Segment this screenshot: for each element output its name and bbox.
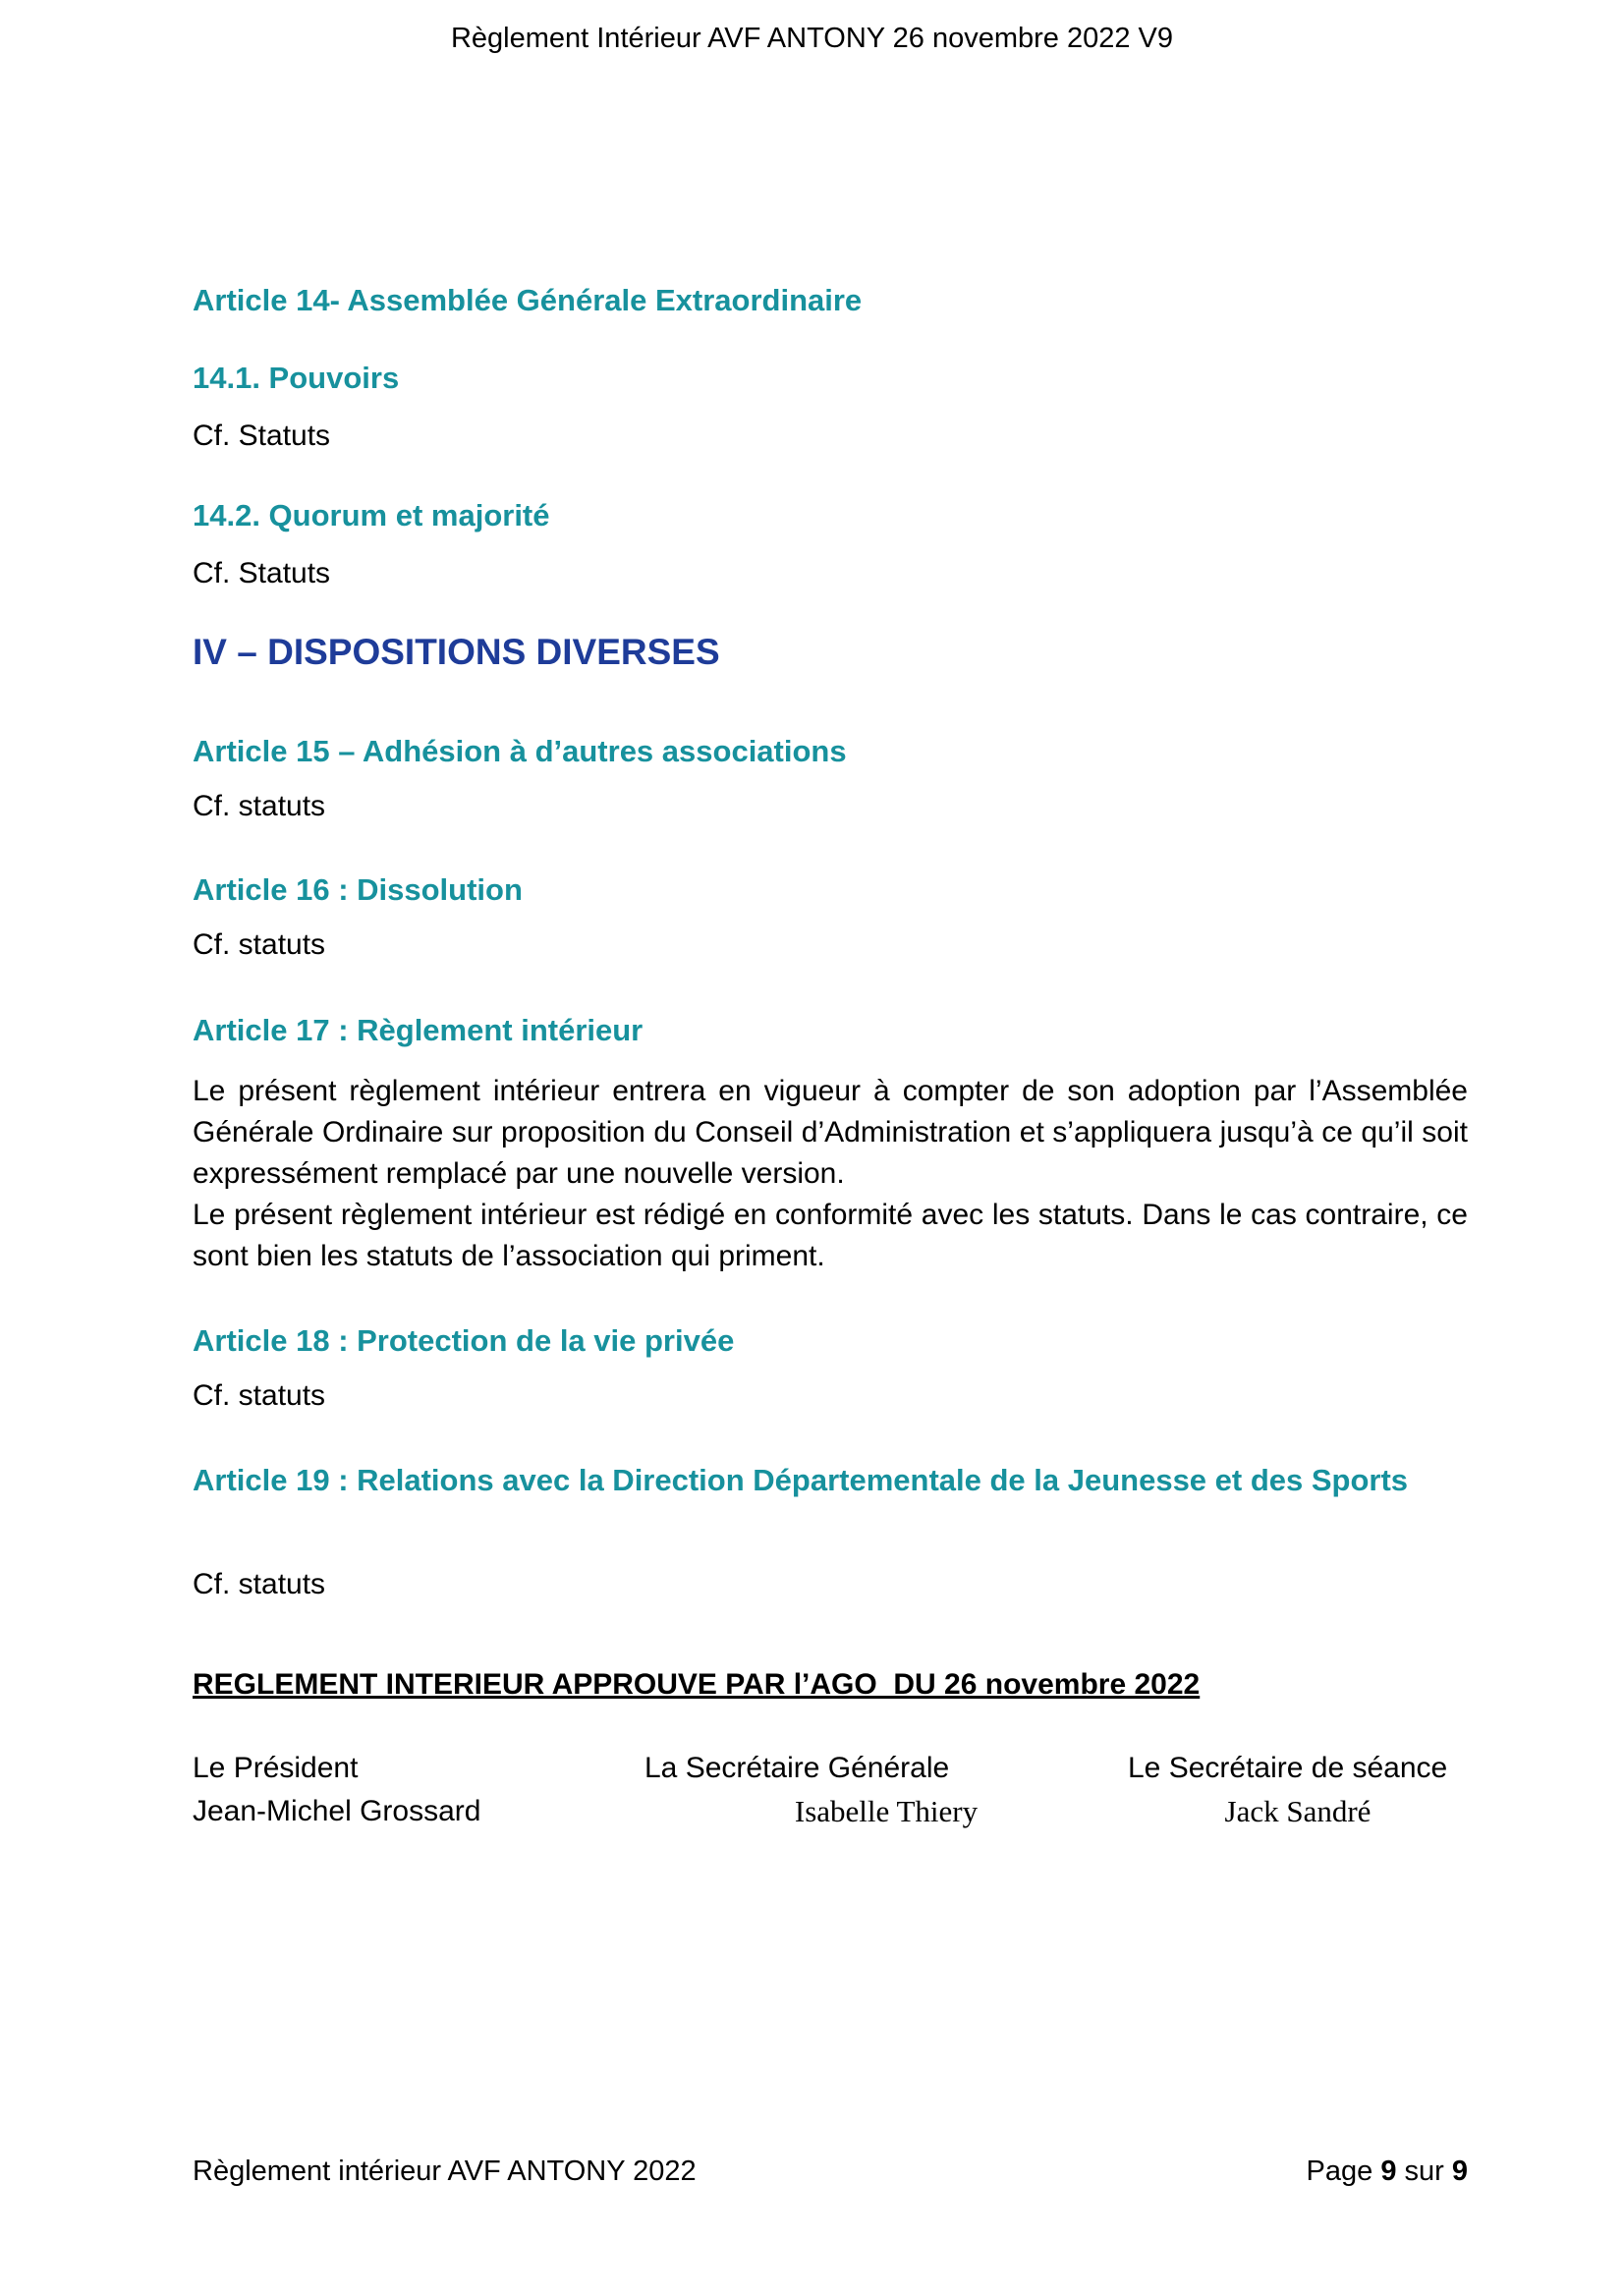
article-17-paragraph-2: Le présent règlement intérieur est rédigé en conformité avec les statuts. Dans le cas contraire, ce sont bien les statuts de l’association qui priment. [193, 1199, 1468, 1272]
signature-names-row [193, 1792, 1468, 1831]
article-15-heading: Article 15 – Adhésion à d’autres associations [193, 734, 847, 768]
footer-separator: sur [1396, 2156, 1452, 2187]
page-header-title: Règlement Intérieur AVF ANTONY 26 novembre 2022 V9 [450, 23, 1174, 54]
article-18-heading: Article 18 : Protection de la vie privée [193, 1323, 735, 1358]
article-15-body: Cf. statuts [193, 790, 326, 822]
footer-page-word: Page [1306, 2156, 1373, 2187]
chapter-4-heading: IV – DISPOSITIONS DIVERSES [193, 632, 720, 672]
signature-role-secretaire-generale: La Secrétaire Générale [644, 1752, 950, 1784]
article-17-paragraph-1: Le présent règlement intérieur entrera en vigueur à compter de son adoption par l’Assemblée Générale Ordinaire sur proposition du Conseil d’Administration et s’appliquera jusqu’à ce qu’il soit expressément remplacé par une nouvelle version. [193, 1075, 1468, 1190]
footer-page-indicator [1307, 2154, 1468, 2191]
signature-role-secretaire-seance: Le Secrétaire de séance [1128, 1752, 1448, 1784]
page-footer [193, 2154, 1468, 2191]
section-14-2-heading: 14.2. Quorum et majorité [193, 498, 550, 532]
signature-name-secretaire-seance: Jack Sandré [1224, 1794, 1372, 1828]
approval-statement: REGLEMENT INTERIEUR APPROUVE PAR l’AGO DU 26 novembre 2022 [193, 1668, 1201, 1701]
article-16-body: Cf. statuts [193, 928, 326, 961]
section-14-1-heading: 14.1. Pouvoirs [193, 361, 400, 395]
article-19-heading: Article 19 : Relations avec la Direction Départementale de la Jeunesse et des Sports [193, 1463, 1409, 1497]
footer-total-pages: 9 [1451, 2156, 1468, 2187]
article-16-heading: Article 16 : Dissolution [193, 872, 523, 907]
footer-page-number: 9 [1380, 2156, 1397, 2187]
signature-role-president: Le Président [193, 1752, 359, 1784]
signature-name-president: Jean-Michel Grossard [193, 1795, 481, 1827]
section-14-1-body: Cf. Statuts [193, 420, 331, 452]
signature-roles-row [193, 1749, 1468, 1788]
section-14-2-body: Cf. Statuts [193, 557, 331, 589]
article-14-heading: Article 14- Assemblée Générale Extraordinaire [193, 283, 863, 317]
signature-name-secretaire-generale: Isabelle Thiery [794, 1794, 979, 1828]
article-19-body: Cf. statuts [193, 1568, 326, 1600]
footer-document-title: Règlement intérieur AVF ANTONY 2022 [193, 2156, 697, 2187]
article-17-heading: Article 17 : Règlement intérieur [193, 1013, 644, 1047]
article-18-body: Cf. statuts [193, 1379, 326, 1412]
